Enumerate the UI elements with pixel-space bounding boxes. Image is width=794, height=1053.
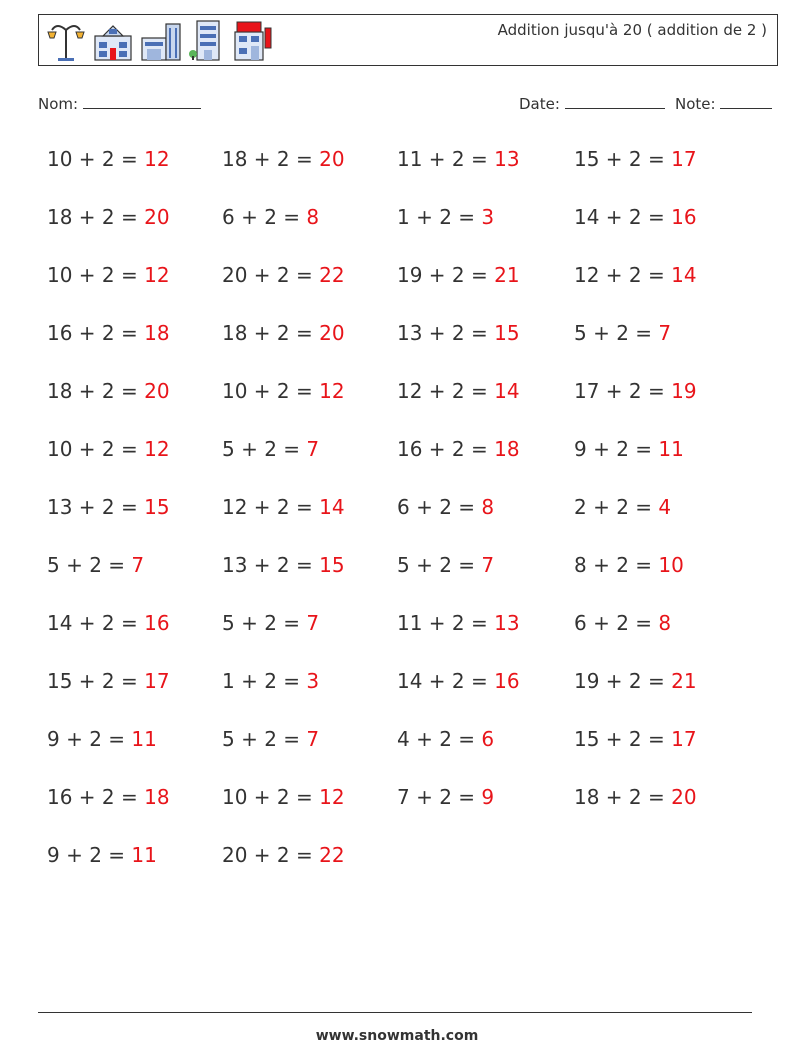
problem-question: 13 + 2 = xyxy=(47,495,145,519)
problem-answer: 18 xyxy=(144,785,170,809)
problem-item xyxy=(47,205,170,229)
problem-question: 15 + 2 = xyxy=(47,669,145,693)
problem-answer: 8 xyxy=(481,495,495,519)
problem-item xyxy=(397,553,494,577)
problem-item xyxy=(574,205,697,229)
problem-question: 6 + 2 = xyxy=(574,611,659,635)
problem-answer: 12 xyxy=(319,379,345,403)
problem-answer: 10 xyxy=(658,553,684,577)
problem-question: 10 + 2 = xyxy=(47,147,145,171)
problem-question: 5 + 2 = xyxy=(397,553,482,577)
problem-question: 10 + 2 = xyxy=(222,785,320,809)
problem-item xyxy=(397,379,520,403)
hotel-building-icon xyxy=(231,18,275,62)
problem-answer: 12 xyxy=(144,147,170,171)
problem-question: 9 + 2 = xyxy=(574,437,659,461)
name-field xyxy=(38,94,201,113)
problem-question: 18 + 2 = xyxy=(222,147,320,171)
problem-answer: 20 xyxy=(144,205,170,229)
problem-answer: 11 xyxy=(131,727,157,751)
problem-question: 5 + 2 = xyxy=(222,727,307,751)
problem-answer: 22 xyxy=(319,843,345,867)
problem-answer: 19 xyxy=(671,379,697,403)
problem-answer: 14 xyxy=(319,495,345,519)
problem-question: 13 + 2 = xyxy=(397,321,495,345)
problem-question: 13 + 2 = xyxy=(222,553,320,577)
problem-question: 6 + 2 = xyxy=(222,205,307,229)
problem-answer: 13 xyxy=(494,147,520,171)
problem-question: 20 + 2 = xyxy=(222,263,320,287)
footer-divider xyxy=(38,1012,752,1013)
problem-item xyxy=(574,669,697,693)
problem-question: 6 + 2 = xyxy=(397,495,482,519)
problem-item xyxy=(222,611,319,635)
name-label: Nom: xyxy=(38,95,79,113)
problem-item xyxy=(222,205,319,229)
problem-question: 9 + 2 = xyxy=(47,843,132,867)
problem-question: 15 + 2 = xyxy=(574,727,672,751)
problem-item xyxy=(397,437,520,461)
problem-answer: 20 xyxy=(319,147,345,171)
problem-question: 1 + 2 = xyxy=(397,205,482,229)
problem-question: 10 + 2 = xyxy=(47,263,145,287)
problem-answer: 7 xyxy=(306,611,320,635)
problem-question: 12 + 2 = xyxy=(397,379,495,403)
problem-answer: 14 xyxy=(494,379,520,403)
problem-item xyxy=(574,437,684,461)
date-blank xyxy=(565,94,665,109)
problem-item xyxy=(222,727,319,751)
problem-answer: 12 xyxy=(319,785,345,809)
problem-answer: 16 xyxy=(494,669,520,693)
problem-question: 2 + 2 = xyxy=(574,495,659,519)
problem-item xyxy=(574,495,671,519)
problem-question: 12 + 2 = xyxy=(222,495,320,519)
problem-question: 4 + 2 = xyxy=(397,727,482,751)
problem-question: 18 + 2 = xyxy=(574,785,672,809)
problem-item xyxy=(222,321,345,345)
problem-answer: 7 xyxy=(306,437,320,461)
problem-question: 5 + 2 = xyxy=(47,553,132,577)
problem-question: 17 + 2 = xyxy=(574,379,672,403)
problem-item xyxy=(574,785,697,809)
problem-question: 5 + 2 = xyxy=(222,437,307,461)
footer-site: www.snowmath.com xyxy=(315,1028,479,1044)
problem-item xyxy=(222,669,319,693)
problem-item xyxy=(397,205,494,229)
problem-item xyxy=(574,147,697,171)
problem-answer: 7 xyxy=(306,727,320,751)
problem-answer: 7 xyxy=(481,553,495,577)
problem-answer: 12 xyxy=(144,437,170,461)
office-building-icon xyxy=(139,18,183,62)
problem-item xyxy=(574,263,697,287)
problem-question: 18 + 2 = xyxy=(47,379,145,403)
problem-question: 9 + 2 = xyxy=(47,727,132,751)
problem-item xyxy=(47,553,144,577)
problem-answer: 13 xyxy=(494,611,520,635)
problem-question: 18 + 2 = xyxy=(222,321,320,345)
problem-question: 7 + 2 = xyxy=(397,785,482,809)
problem-item xyxy=(397,785,494,809)
score-field xyxy=(675,94,772,113)
problem-question: 10 + 2 = xyxy=(47,437,145,461)
problem-answer: 7 xyxy=(658,321,672,345)
problem-answer: 15 xyxy=(144,495,170,519)
problem-answer: 6 xyxy=(481,727,495,751)
problem-item xyxy=(47,147,170,171)
problem-item xyxy=(574,611,671,635)
problem-item xyxy=(47,437,170,461)
problem-item xyxy=(397,321,520,345)
problem-item xyxy=(47,321,170,345)
worksheet-header xyxy=(38,14,778,66)
problem-question: 5 + 2 = xyxy=(222,611,307,635)
header-icons xyxy=(45,18,275,62)
problem-answer: 15 xyxy=(494,321,520,345)
problem-question: 18 + 2 = xyxy=(47,205,145,229)
problem-item xyxy=(222,553,345,577)
problem-question: 14 + 2 = xyxy=(574,205,672,229)
problem-item xyxy=(397,263,520,287)
problem-item xyxy=(574,379,697,403)
problem-answer: 22 xyxy=(319,263,345,287)
problem-answer: 9 xyxy=(481,785,495,809)
worksheet-title: Addition jusqu'à 20 ( addition de 2 ) xyxy=(497,21,767,39)
problem-question: 19 + 2 = xyxy=(574,669,672,693)
problem-item xyxy=(397,147,520,171)
name-blank xyxy=(83,94,201,109)
problem-item xyxy=(222,495,345,519)
date-field xyxy=(519,94,665,113)
problem-answer: 11 xyxy=(131,843,157,867)
problem-question: 10 + 2 = xyxy=(222,379,320,403)
problem-question: 16 + 2 = xyxy=(397,437,495,461)
score-label: Note: xyxy=(675,95,716,113)
problem-item xyxy=(47,495,170,519)
problem-answer: 18 xyxy=(144,321,170,345)
problem-item xyxy=(47,727,157,751)
problem-item xyxy=(397,495,494,519)
street-lamp-icon xyxy=(45,18,87,62)
problem-item xyxy=(222,379,345,403)
problem-item xyxy=(47,785,170,809)
problem-answer: 16 xyxy=(144,611,170,635)
problem-answer: 17 xyxy=(671,727,697,751)
problem-answer: 20 xyxy=(671,785,697,809)
problem-question: 8 + 2 = xyxy=(574,553,659,577)
problem-answer: 16 xyxy=(671,205,697,229)
problem-question: 15 + 2 = xyxy=(574,147,672,171)
problem-question: 1 + 2 = xyxy=(222,669,307,693)
problem-answer: 21 xyxy=(671,669,697,693)
problem-item xyxy=(397,669,520,693)
problem-answer: 18 xyxy=(494,437,520,461)
problem-question: 20 + 2 = xyxy=(222,843,320,867)
problem-item xyxy=(574,727,697,751)
score-blank xyxy=(720,94,772,109)
problem-item xyxy=(47,263,170,287)
problem-answer: 17 xyxy=(144,669,170,693)
problem-question: 16 + 2 = xyxy=(47,321,145,345)
problem-item xyxy=(222,437,319,461)
problem-answer: 20 xyxy=(319,321,345,345)
problem-answer: 17 xyxy=(671,147,697,171)
problem-item xyxy=(574,553,684,577)
problem-question: 16 + 2 = xyxy=(47,785,145,809)
problem-answer: 21 xyxy=(494,263,520,287)
problem-answer: 20 xyxy=(144,379,170,403)
problem-item xyxy=(47,611,170,635)
problem-item xyxy=(222,147,345,171)
problem-answer: 7 xyxy=(131,553,145,577)
problem-answer: 3 xyxy=(306,669,320,693)
date-label: Date: xyxy=(519,95,560,113)
school-building-icon xyxy=(91,18,135,62)
problem-answer: 3 xyxy=(481,205,495,229)
problem-question: 11 + 2 = xyxy=(397,147,495,171)
problem-answer: 4 xyxy=(658,495,672,519)
problem-answer: 14 xyxy=(671,263,697,287)
problem-question: 19 + 2 = xyxy=(397,263,495,287)
problem-answer: 12 xyxy=(144,263,170,287)
problem-item xyxy=(397,727,494,751)
problem-item xyxy=(47,379,170,403)
problem-item xyxy=(222,785,345,809)
problem-question: 11 + 2 = xyxy=(397,611,495,635)
problem-answer: 11 xyxy=(658,437,684,461)
problem-question: 14 + 2 = xyxy=(47,611,145,635)
problem-question: 5 + 2 = xyxy=(574,321,659,345)
problem-answer: 15 xyxy=(319,553,345,577)
problem-question: 12 + 2 = xyxy=(574,263,672,287)
problem-answer: 8 xyxy=(658,611,672,635)
problem-question: 14 + 2 = xyxy=(397,669,495,693)
problem-item xyxy=(47,843,157,867)
problem-item xyxy=(47,669,170,693)
problem-answer: 8 xyxy=(306,205,320,229)
problem-item xyxy=(397,611,520,635)
problem-item xyxy=(222,843,345,867)
tower-building-icon xyxy=(187,18,227,62)
problem-item xyxy=(222,263,345,287)
problem-item xyxy=(574,321,671,345)
